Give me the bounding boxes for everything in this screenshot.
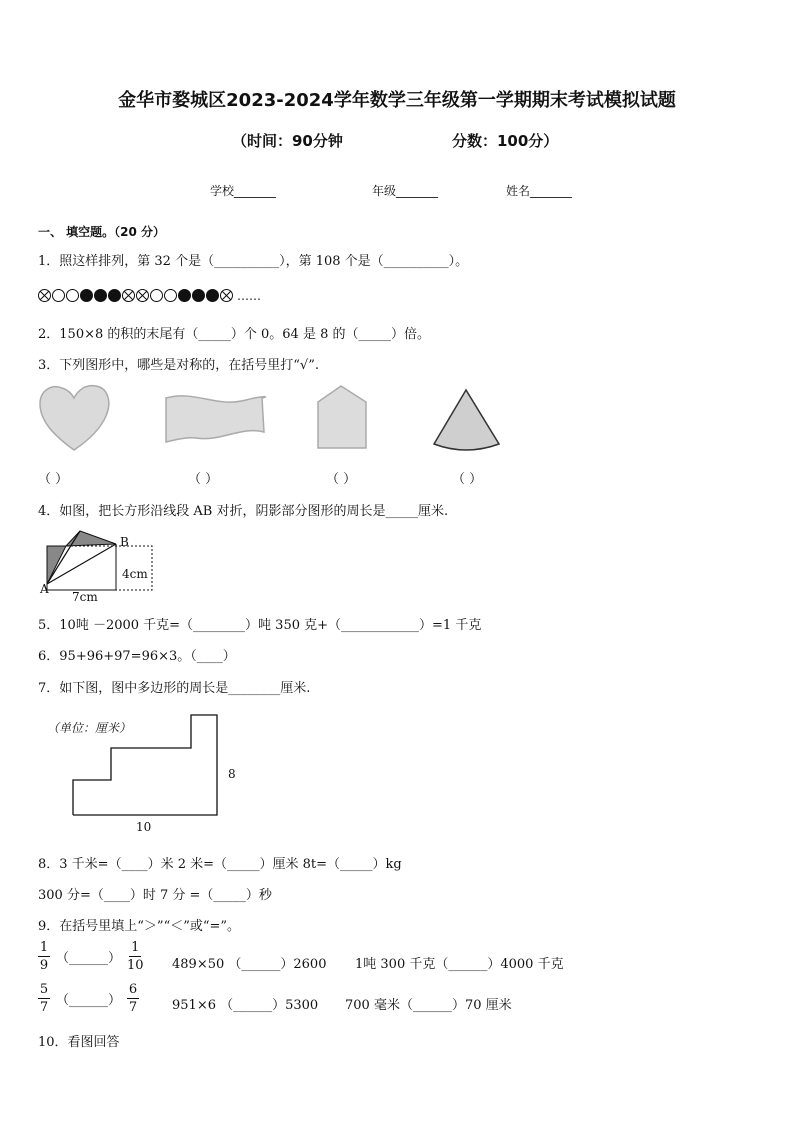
- question-5: 5．10吨 －2000 千克=（________）吨 350 克+（____________）=1 千克: [38, 618, 482, 633]
- empty-circle-icon: [150, 289, 163, 302]
- crossed-circle-icon: [136, 289, 149, 302]
- ellipsis: ……: [237, 288, 261, 303]
- compare-row-2: [38, 982, 139, 1015]
- question-4: 4．如图，把长方形沿线段 AB 对折，阴影部分图形的周长是_____厘米.: [38, 504, 449, 519]
- compare-item-6: 700 毫米（______）70 厘米: [345, 998, 512, 1013]
- circle-sequence: [38, 285, 261, 301]
- filled-circle-icon: [94, 289, 107, 302]
- crossed-circle-icon: [122, 289, 135, 302]
- question-2: 2．150×8 的积的末尾有（_____）个 0。64 是 8 的（_____）倍。: [38, 327, 430, 342]
- label-a: A: [40, 582, 49, 596]
- question-9: 9．在括号里填上“＞”“＜”或“=”。: [38, 919, 241, 934]
- school-field: 学校_______: [210, 184, 277, 198]
- answer-bracket-4[interactable]: （ ）: [452, 472, 483, 487]
- crossed-circle-icon: [220, 289, 233, 302]
- compare-item-5: 951×6 （______）5300: [172, 998, 319, 1013]
- label-b: B: [120, 535, 129, 549]
- wave-banner-shape: [166, 396, 265, 442]
- filled-circle-icon: [178, 289, 191, 302]
- question-7: 7．如下图，图中多边形的周长是________厘米.: [38, 681, 311, 696]
- compare-row-1: [38, 940, 144, 973]
- filled-circle-icon: [192, 289, 205, 302]
- folded-rectangle-figure: [36, 528, 166, 604]
- crossed-circle-icon: [38, 289, 51, 302]
- fraction: $\frac{6}{7}$: [128, 982, 138, 1015]
- question-10: 10．看图回答: [38, 1035, 120, 1050]
- fraction: $\frac{5}{7}$: [39, 982, 49, 1015]
- unit-label: （单位：厘米）: [47, 721, 132, 735]
- compare-item-2: 489×50 （______）2600: [172, 957, 327, 972]
- symmetry-shapes: [36, 382, 516, 454]
- polygon-height-label: 8: [228, 767, 236, 781]
- compare-blank[interactable]: （______）: [56, 993, 122, 1008]
- answer-bracket-2[interactable]: （ ）: [188, 472, 219, 487]
- question-6: 6．95+96+97=96×3。（____）: [38, 649, 236, 664]
- filled-circle-icon: [108, 289, 121, 302]
- question-8-line-1: 8．3 千米=（____）米 2 米=（_____）厘米 8t=（_____）kg: [38, 857, 402, 872]
- pentagon-shape: [318, 386, 366, 448]
- fan-shape: [434, 390, 499, 450]
- answer-bracket-3[interactable]: （ ）: [326, 472, 357, 487]
- empty-circle-icon: [52, 289, 65, 302]
- filled-circle-icon: [80, 289, 93, 302]
- heart-shape: [40, 386, 109, 450]
- compare-blank[interactable]: （______）: [56, 951, 122, 966]
- answer-bracket-1[interactable]: （ ）: [38, 472, 69, 487]
- question-1: 1．照这样排列，第 32 个是（__________），第 108 个是（__________）。: [38, 254, 469, 269]
- compare-item-3: 1吨 300 千克（______）4000 千克: [355, 957, 564, 972]
- filled-circle-icon: [206, 289, 219, 302]
- page-title: 金华市婺城区2023-2024学年数学三年级第一学期期末考试模拟试题: [118, 90, 676, 111]
- name-field: 姓名_______: [506, 184, 573, 198]
- question-3: 3．下列图形中，哪些是对称的，在括号里打“√”.: [38, 358, 319, 373]
- polygon-width-label: 10: [136, 820, 152, 834]
- section-heading: 一、 填空题。（20 分）: [38, 225, 166, 239]
- empty-circle-icon: [66, 289, 79, 302]
- empty-circle-icon: [164, 289, 177, 302]
- question-8-line-2: 300 分=（____）时 7 分 =（_____）秒: [38, 888, 272, 903]
- staircase-polygon: [70, 712, 222, 818]
- exam-time: （时间：90分钟: [232, 132, 343, 150]
- height-label: 4cm: [122, 567, 148, 581]
- width-label: 7cm: [72, 590, 98, 604]
- exam-score: 分数：100分）: [452, 132, 559, 150]
- fraction: $\frac{1}{10}$: [127, 940, 144, 973]
- grade-field: 年级_______: [372, 184, 439, 198]
- fraction: $\frac{1}{9}$: [39, 940, 49, 973]
